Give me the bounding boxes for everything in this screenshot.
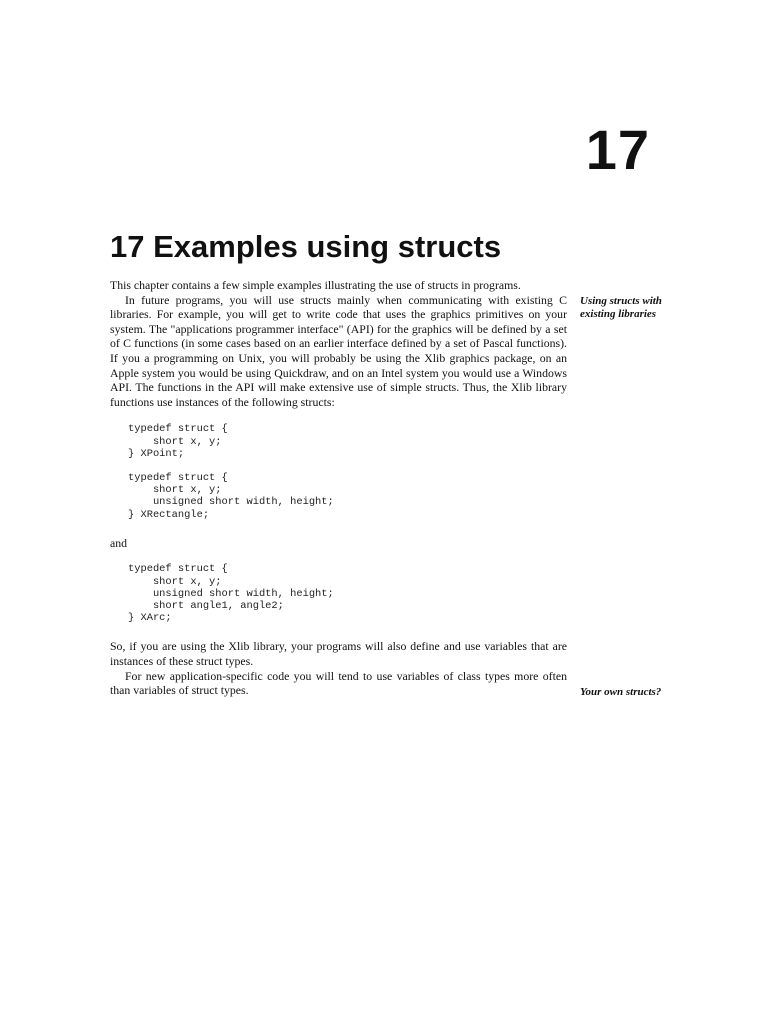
intro-paragraph: This chapter contains a few simple examples illustrating the use of structs in programs.: [110, 278, 521, 292]
xlib-variables-paragraph: So, if you are using the Xlib library, your programs will also define and use variables that are instances of these struct types.: [110, 639, 567, 668]
libraries-paragraph: In future programs, you will use structs mainly when communicating with existing C libraries. For example, you will get to write code that uses the graphics primitives on your system. The "applications programmer interface" (API) for the graphics will be defined by a set of C functions (in some cases based on an earlier interface defined by a set of Pascal functions). If you a programming on Unix, you will probably be using the Xlib graphics package, on an Apple system you would be using Quickdraw, and on an Intel system you would use a Windows API. The functions in the API will make extensive use of simple structs. Thus, the Xlib library functions use instances of the following structs:: [110, 292, 567, 409]
and-paragraph: and: [110, 535, 128, 550]
chapter-number: 17: [585, 118, 650, 181]
chapter-title: 17 Examples using structs: [110, 229, 502, 264]
own-structs-paragraph: For new application-specific code you will tend to use variables of class types more often than variables of struct types.: [110, 668, 567, 698]
code-xrectangle: typedef struct { short x, y; unsigned short width, height; } XRectangle;: [128, 471, 334, 521]
code-xarc: typedef struct { short x, y; unsigned short width, height; short angle1, angle2; } XArc;: [128, 563, 334, 625]
margin-note-own-structs: Your own structs?: [580, 686, 662, 698]
body-text: [110, 278, 567, 698]
margin-note-existing-libraries: Using structs with existing libraries: [580, 295, 662, 320]
code-xpoint: typedef struct { short x, y; } XPoint;: [128, 423, 228, 460]
